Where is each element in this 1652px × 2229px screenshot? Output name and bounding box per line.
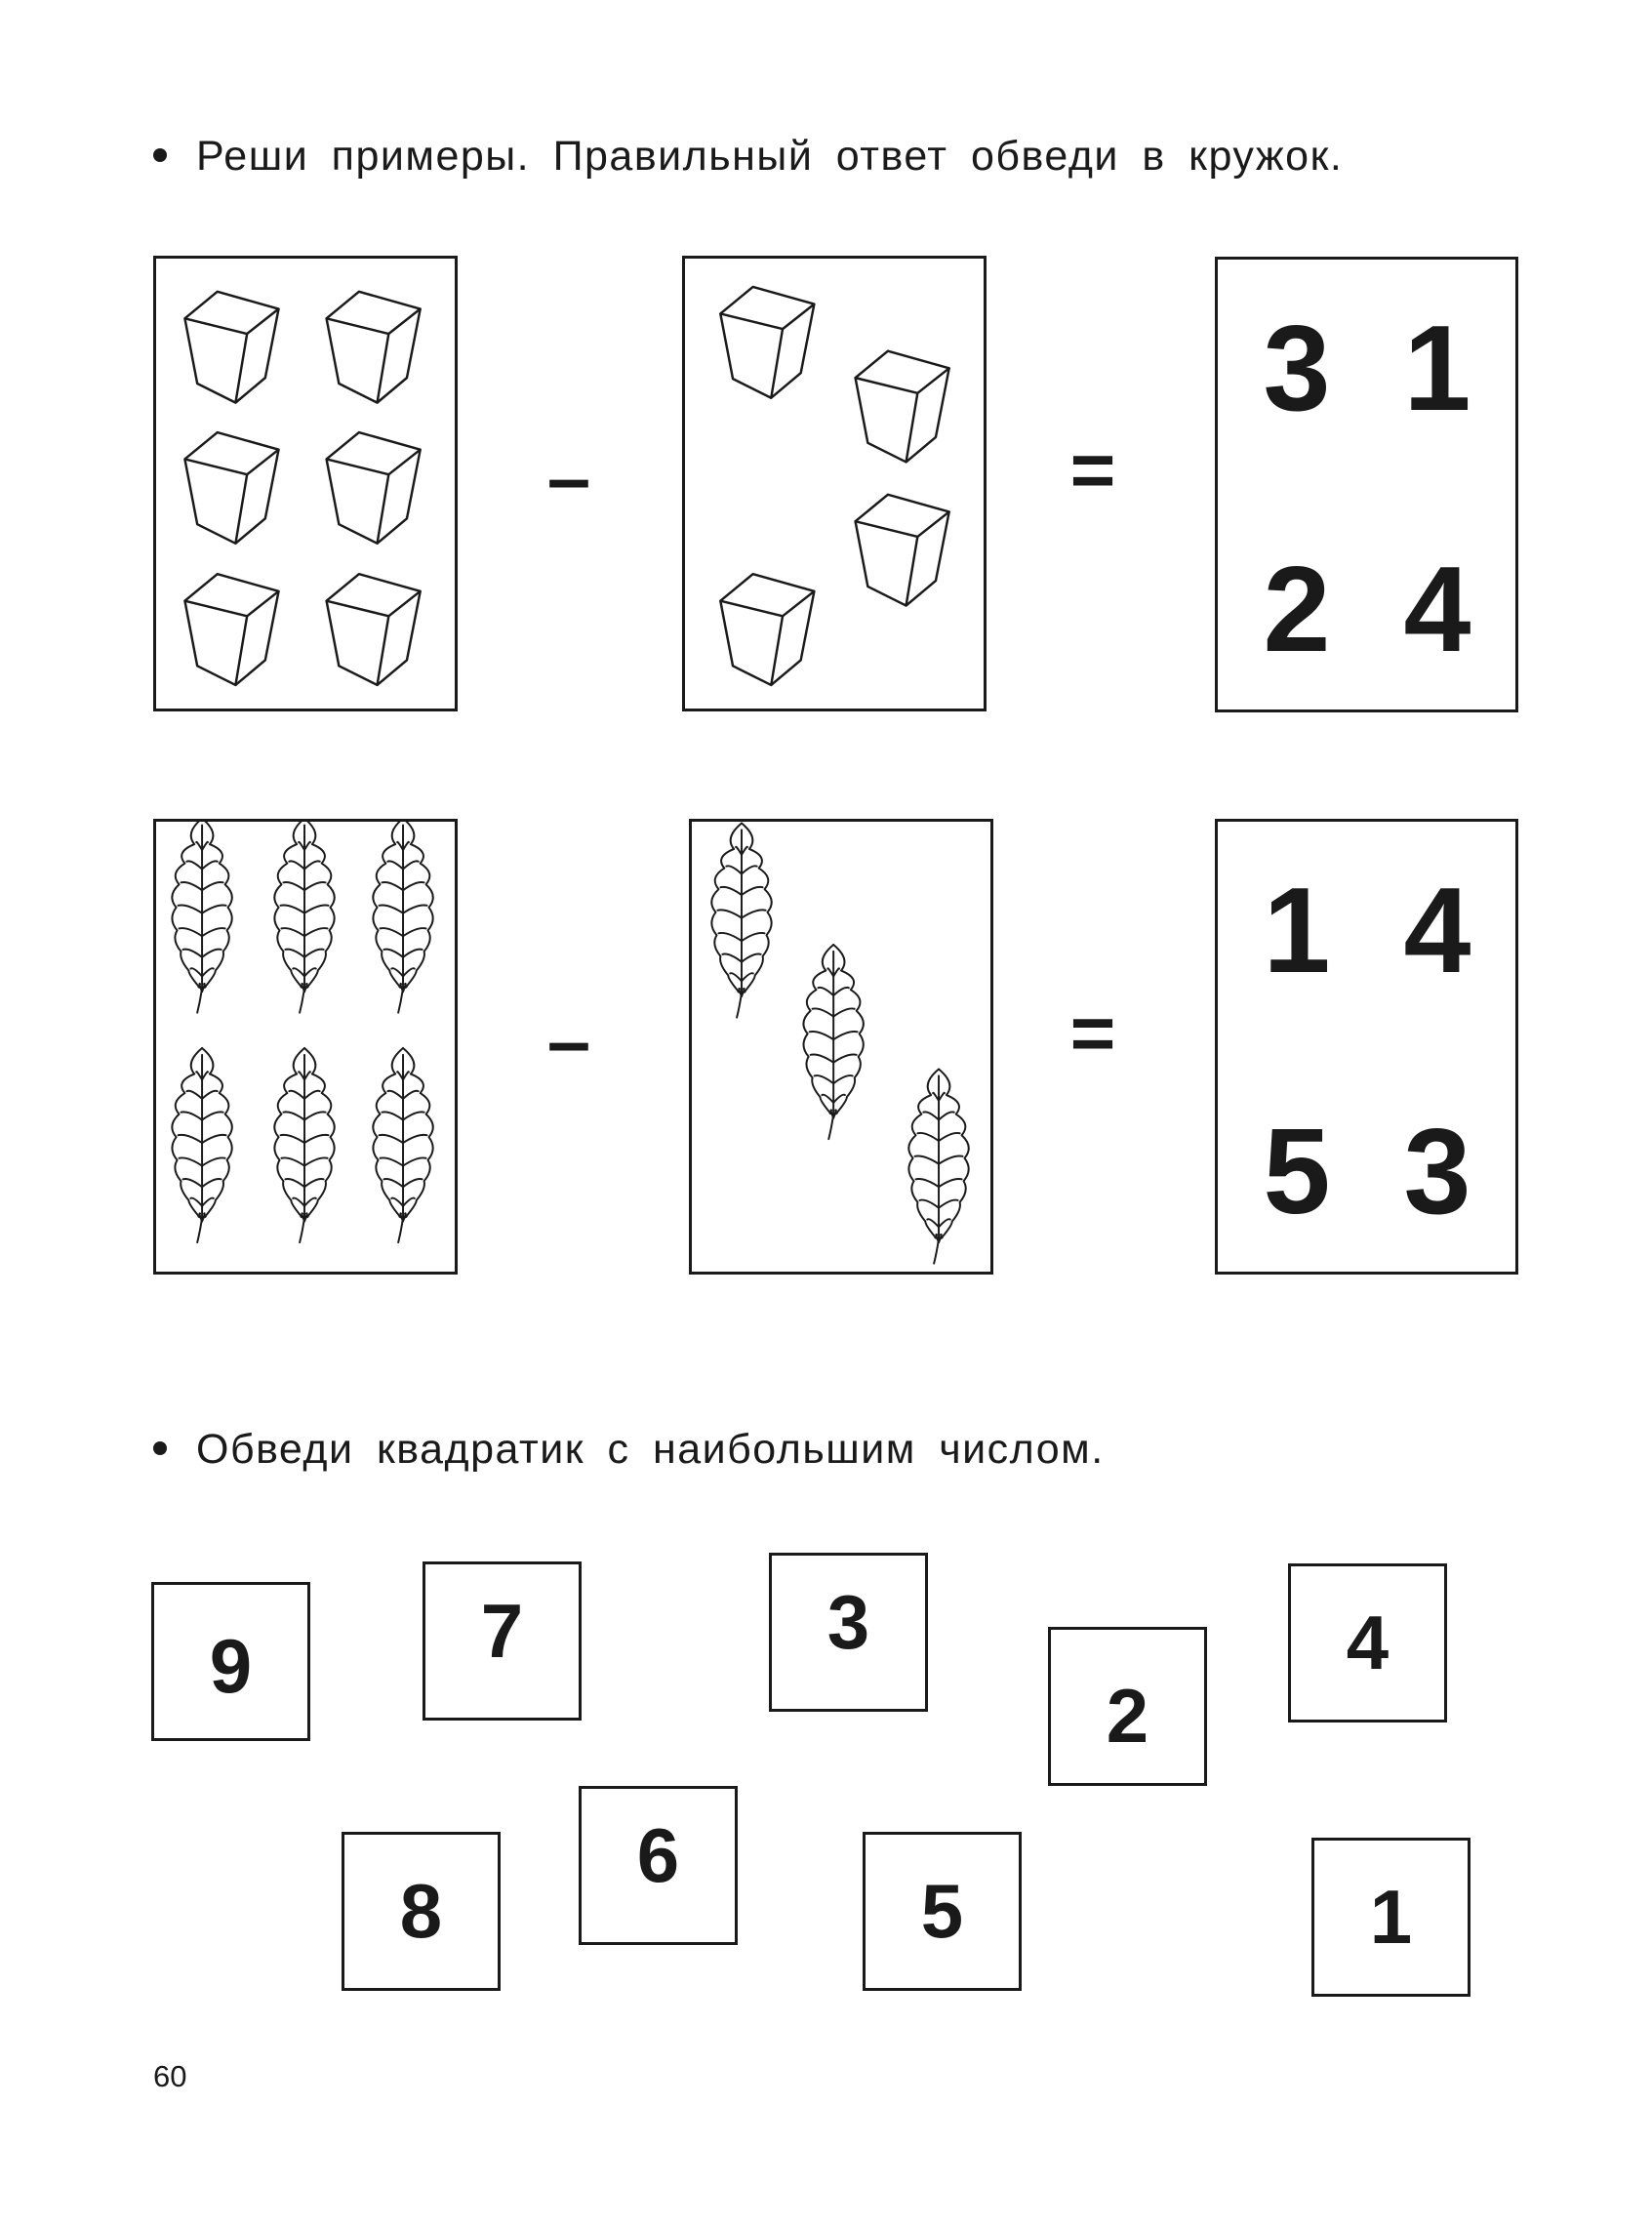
answer-box-2 — [1215, 819, 1518, 1275]
cube-icon — [856, 351, 949, 463]
answer-option[interactable]: 1 — [1263, 864, 1331, 998]
answer-option[interactable]: 4 — [1403, 543, 1471, 677]
minus-sign: – — [546, 997, 591, 1084]
leaf-icon — [274, 1048, 334, 1242]
number-square[interactable]: 7 — [423, 1561, 582, 1721]
leaf-icon — [373, 1048, 432, 1242]
number-square[interactable]: 8 — [342, 1832, 501, 1991]
leaves-group-left — [153, 819, 458, 1275]
cube-icon — [856, 495, 949, 606]
leaves-group-right — [689, 819, 993, 1275]
cube-icon — [720, 574, 814, 685]
cube-icon — [184, 432, 278, 544]
bullet-icon — [153, 148, 167, 162]
page-number: 60 — [153, 2059, 187, 2093]
cube-icon — [184, 292, 278, 403]
equals-sign: = — [1069, 426, 1116, 513]
leaf-icon — [373, 822, 432, 1013]
number-square[interactable]: 9 — [151, 1582, 310, 1741]
number-square[interactable]: 3 — [769, 1553, 928, 1712]
equals-sign: = — [1069, 990, 1116, 1076]
number-square[interactable]: 5 — [863, 1832, 1022, 1991]
instruction-text: Реши примеры. Правильный ответ обведи в кружок. — [196, 133, 1344, 180]
number-square[interactable]: 2 — [1048, 1627, 1207, 1786]
cubes-group-left — [153, 256, 458, 711]
cube-icon — [720, 287, 814, 398]
instruction-task2 — [153, 1425, 1105, 1474]
minus-sign: – — [546, 434, 591, 521]
answer-box-1 — [1215, 257, 1518, 712]
cube-icon — [327, 574, 421, 685]
leaf-icon — [274, 822, 334, 1013]
answer-option[interactable]: 1 — [1403, 302, 1471, 436]
cube-icon — [327, 292, 421, 403]
answer-option[interactable]: 3 — [1263, 302, 1331, 436]
number-square[interactable]: 6 — [579, 1786, 738, 1945]
answer-option[interactable]: 5 — [1263, 1105, 1331, 1239]
instruction-text: Обведи квадратик с наибольшим числом. — [196, 1426, 1105, 1473]
cube-icon — [184, 574, 278, 685]
cubes-group-right — [682, 256, 987, 711]
leaf-icon — [172, 822, 231, 1013]
leaf-icon — [711, 823, 771, 1017]
instruction-task1 — [153, 132, 1343, 181]
number-square[interactable]: 4 — [1288, 1563, 1447, 1722]
answer-option[interactable]: 4 — [1403, 864, 1471, 998]
cube-icon — [327, 432, 421, 544]
cubes-left-svg — [156, 259, 455, 709]
number-square[interactable]: 1 — [1311, 1838, 1471, 1997]
answer-option[interactable]: 3 — [1403, 1105, 1471, 1239]
answer-option[interactable]: 2 — [1263, 543, 1331, 677]
leaf-icon — [908, 1070, 968, 1264]
leaves-right-svg — [692, 822, 990, 1272]
leaves-left-svg — [156, 822, 455, 1272]
leaf-icon — [172, 1048, 231, 1242]
leaf-icon — [803, 945, 863, 1139]
cubes-right-svg — [685, 259, 984, 709]
bullet-icon — [153, 1441, 167, 1455]
